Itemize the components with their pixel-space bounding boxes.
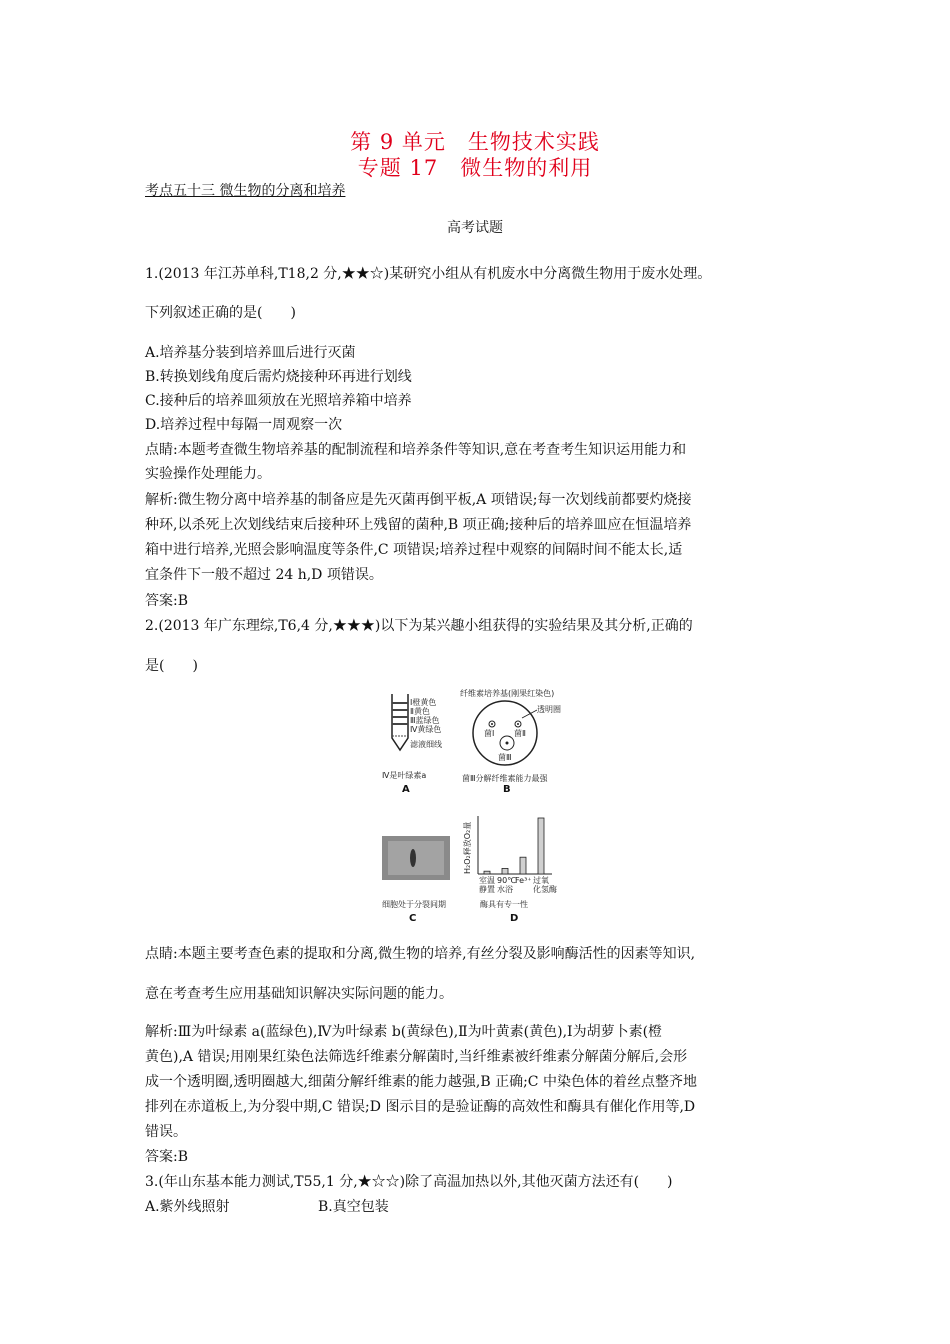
q1-option-c: C.接种后的培养皿须放在光照培养箱中培养 — [145, 393, 412, 409]
band-label-1: Ⅰ橙黄色 — [410, 698, 437, 707]
panel-a — [382, 694, 442, 795]
unit-title: 第 9 单元 生物技术实践 — [350, 130, 600, 154]
q2-analysis-line2: 黄色),A 错误;用刚果红染色法筛选纤维素分解菌时,当纤维素被纤维素分解菌分解后,会形 — [145, 1049, 688, 1065]
chromosome-mark — [410, 849, 416, 867]
q3-stem: 3.(年山东基本能力测试,T55,1 分,★☆☆)除了高温加热以外,其他灭菌方法还有( ) — [145, 1174, 673, 1190]
q2-analysis-line3: 成一个透明圈,透明圈越大,细菌分解纤维素的能力越强,B 正确;C 中染色体的着丝点整齐地 — [145, 1074, 697, 1090]
section-subtitle: 高考试题 — [447, 220, 503, 236]
q1-option-d: D.培养过程中每隔一周观察一次 — [145, 417, 343, 433]
colony-3-label: 菌Ⅲ — [498, 753, 512, 762]
panel-c-caption: 细胞处于分裂间期 — [382, 900, 446, 909]
q1-comment-line2: 实验操作处理能力。 — [145, 466, 271, 482]
q2-answer: 答案:B — [145, 1149, 189, 1165]
q2-stem-line1: 2.(2013 年广东理综,T6,4 分,★★★)以下为某兴趣小组获得的实验结果及其分析,正确的 — [145, 618, 693, 634]
q2-comment-line1: 点睛:本题主要考查色素的提取和分离,微生物的培养,有丝分裂及影响酶活性的因素等知识, — [145, 946, 696, 962]
q1-analysis-line3: 箱中进行培养,光照会影响温度等条件,C 项错误;培养过程中观察的间隔时间不能太长,适 — [145, 542, 683, 558]
q1-analysis-line2: 种环,以杀死上次划线结束后接种环上残留的菌种,B 项正确;接种后的培养皿应在恒温培养 — [145, 517, 692, 533]
colony-2-label: 菌Ⅱ — [514, 729, 526, 738]
panel-b-letter: B — [503, 784, 511, 795]
d-bar-3 — [520, 857, 526, 874]
band-label-2: Ⅱ黄色 — [410, 707, 430, 716]
q1-analysis-line1: 解析:微生物分离中培养基的制备应是先灭菌再倒平板,A 项错误;每一次划线前都要灼烧接 — [145, 492, 692, 508]
colony-3 — [506, 742, 509, 745]
d-bar-1 — [484, 871, 490, 874]
colony-1-label: 菌Ⅰ — [484, 729, 495, 738]
panel-c-letter: C — [409, 913, 417, 924]
d-y-label: H₂O₂释放O₂量 — [463, 821, 472, 874]
baseline-label: 滤液细线 — [410, 740, 442, 749]
q1-stem-line1: 1.(2013 年江苏单科,T18,2 分,★★☆)某研究小组从有机废水中分离微生物用于废水处理。 — [145, 266, 712, 282]
d-category-label-1-1: 室温 — [479, 876, 495, 885]
panel-a-caption: Ⅳ是叶绿素a — [382, 771, 427, 780]
q1-stem-line2: 下列叙述正确的是( ) — [145, 305, 296, 321]
panel-d-letter: D — [510, 913, 519, 924]
topic-title: 专题 17 微生物的利用 — [357, 156, 593, 180]
experiment-figure — [380, 688, 580, 928]
panel-c — [382, 836, 450, 924]
d-category-label-4-1: 过氧 — [533, 876, 549, 885]
q3-option-b: B.真空包装 — [318, 1199, 389, 1215]
q3-option-a: A.紫外线照射 — [145, 1199, 230, 1215]
halo-label: 透明圈 — [537, 705, 561, 714]
panel-d-caption: 酶具有专一性 — [480, 900, 528, 909]
plate-title: 纤维素培养基(刚果红染色) — [460, 689, 555, 698]
colony-2 — [517, 723, 519, 725]
panel-a-letter: A — [402, 784, 410, 795]
d-bar-4 — [538, 818, 544, 874]
panel-b-caption: 菌Ⅲ分解纤维素能力最强 — [462, 774, 548, 783]
q1-answer: 答案:B — [145, 593, 189, 609]
q2-stem-line2: 是( ) — [145, 658, 198, 674]
d-category-label-2-2: 水浴 — [497, 885, 513, 894]
q2-analysis-line4: 排列在赤道板上,为分裂中期,C 错误;D 图示目的是验证酶的高效性和酶具有催化作用等,D — [145, 1099, 696, 1115]
q2-analysis-line5: 错误。 — [145, 1124, 187, 1140]
q2-comment-line2: 意在考查考生应用基础知识解决实际问题的能力。 — [145, 986, 453, 1002]
d-category-label-2-1: 90℃ — [497, 876, 517, 885]
band-label-3: Ⅲ蓝绿色 — [410, 716, 440, 725]
colony-1 — [491, 723, 493, 725]
q1-comment-line1: 点睛:本题考查微生物培养基的配制流程和培养条件等知识,意在考查考生知识运用能力和 — [145, 442, 687, 458]
q1-analysis-line4: 宜条件下一般不超过 24 h,D 项错误。 — [145, 567, 383, 583]
q1-option-b: B.转换划线角度后需灼烧接种环再进行划线 — [145, 369, 412, 385]
d-category-label-1-2: 静置 — [479, 885, 495, 894]
d-category-label-3-1: Fe³⁺ — [515, 876, 532, 885]
section-title: 考点五十三 微生物的分离和培养 — [145, 183, 346, 199]
d-category-label-4-2: 化氢酶 — [533, 885, 557, 894]
panel-d — [462, 816, 557, 924]
q2-analysis-line1: 解析:Ⅲ为叶绿素 a(蓝绿色),Ⅳ为叶绿素 b(黄绿色),Ⅱ为叶黄素(黄色),Ⅰ为胡萝卜素(橙 — [145, 1024, 663, 1040]
panel-b — [460, 688, 561, 795]
band-label-4: Ⅳ黄绿色 — [410, 725, 442, 734]
d-bar-2 — [502, 868, 508, 874]
q1-option-a: A.培养基分装到培养皿后进行灭菌 — [145, 345, 356, 361]
